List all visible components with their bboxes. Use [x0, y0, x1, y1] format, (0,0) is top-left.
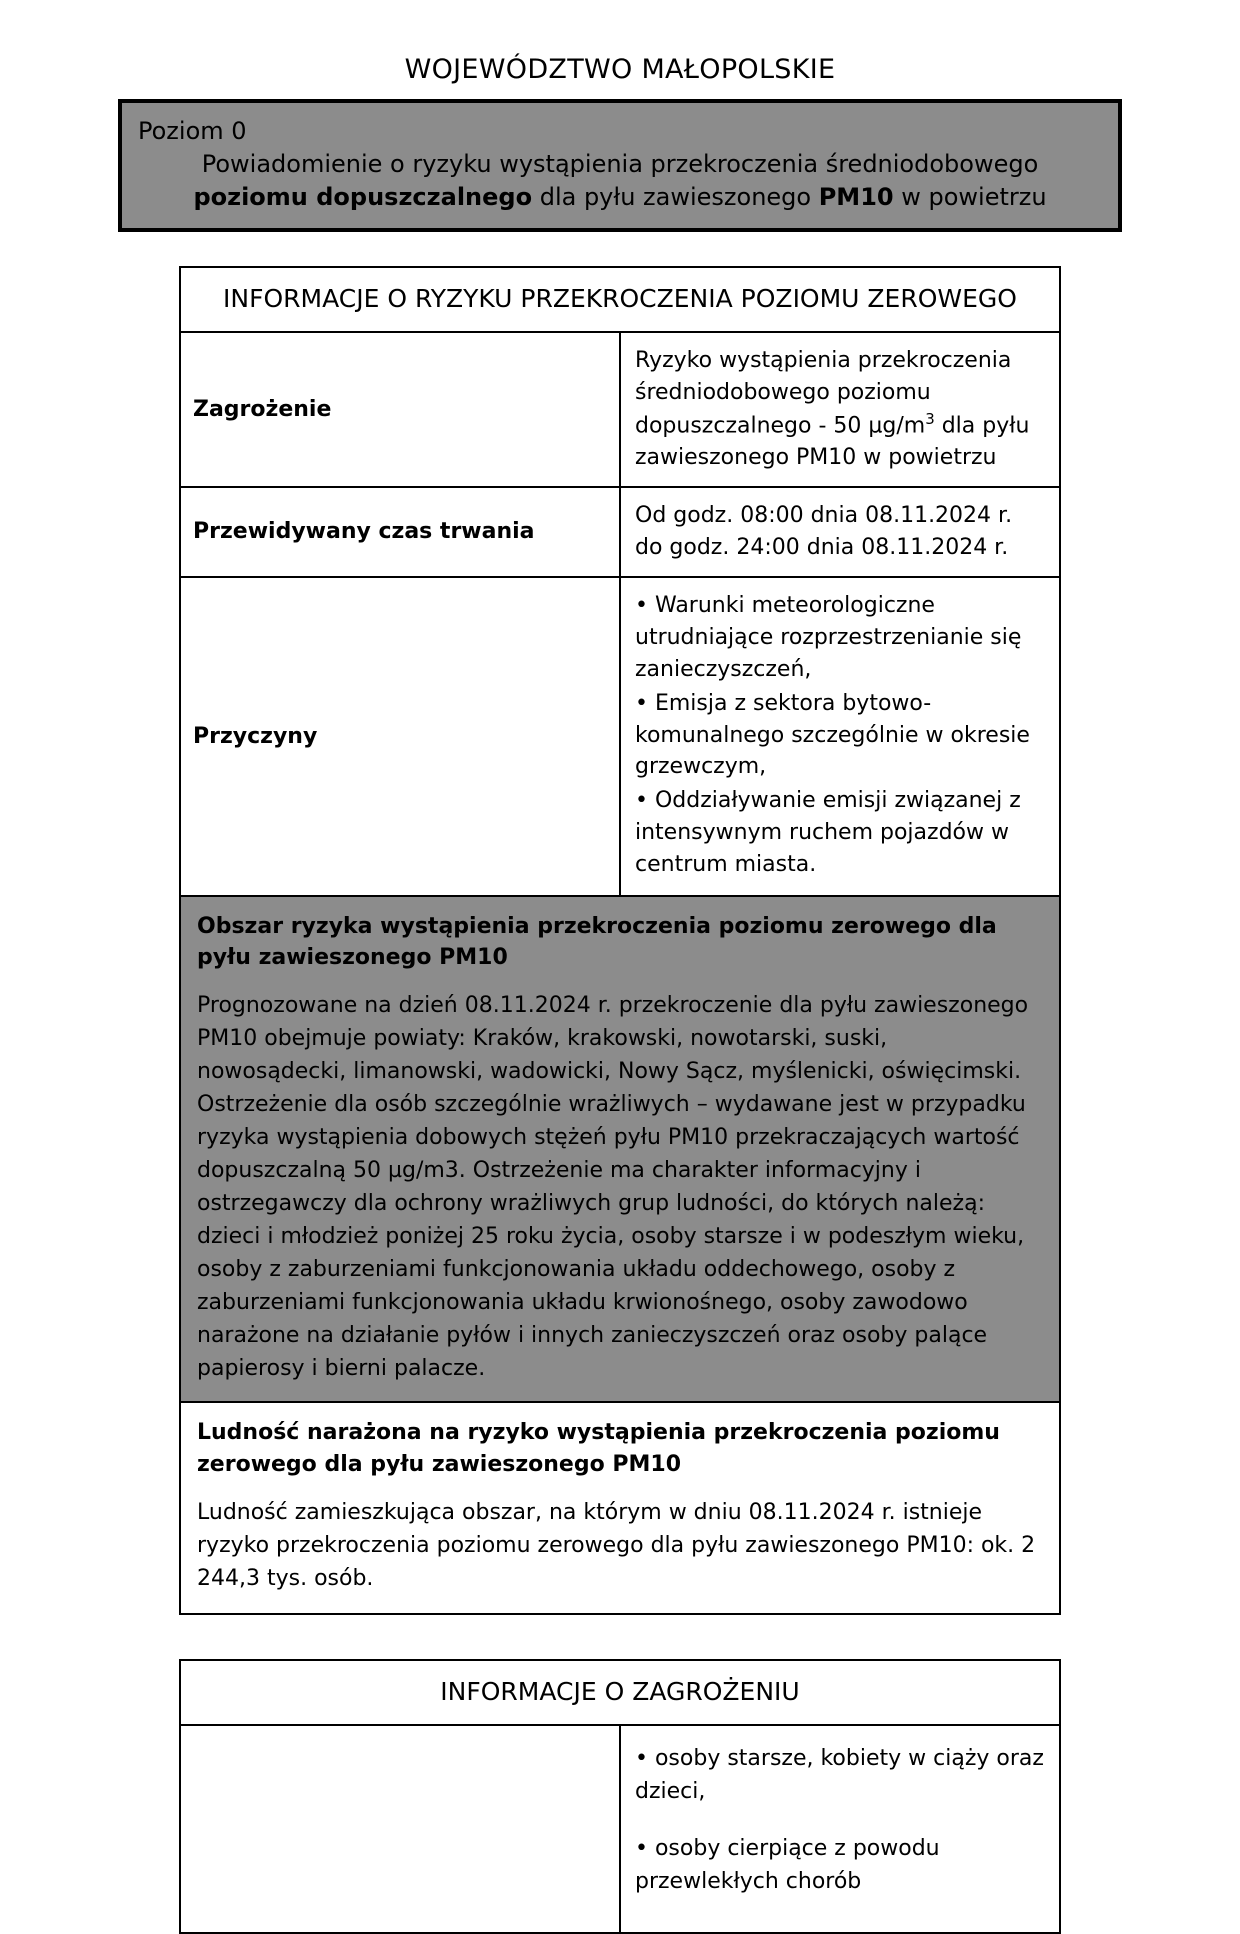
hazard-text-post: dla pyłu zawieszonego PM10 w powietrzu [635, 413, 1030, 471]
section-gap [118, 1615, 1122, 1659]
page-title: WOJEWÓDZTWO MAŁOPOLSKIE [404, 54, 836, 85]
value-duration: Od godz. 08:00 dnia 08.11.2024 r. do godz. 24:00 dnia 08.11.2024 r. [620, 487, 1060, 577]
table-row-heading [180, 1660, 1060, 1725]
list-item: • osoby starsze, kobiety w ciąży oraz dzieci, [635, 1745, 1044, 1804]
list-item: • Warunki meteorologiczne utrudniające rozprzestrzenianie się zanieczyszczeń, [635, 593, 1022, 682]
alert-level: Poziom 0 [138, 117, 247, 145]
section-heading-hazard: INFORMACJE O ZAGROŻENIU [180, 1660, 1060, 1725]
hazard-text-pre: Ryzyko wystąpienia przekroczenia średniodobowego poziomu dopuszczalnego - 50 µg/m [635, 348, 1012, 439]
table-row-heading [180, 267, 1060, 332]
alert-bold-pm10: PM10 [818, 183, 894, 212]
alert-bold-limit: poziomu dopuszczalnego [193, 183, 533, 212]
list-item: • Oddziaływanie emisji związanej z intensywnym ruchem pojazdów w centrum miasta. [635, 788, 1021, 878]
label-empty [180, 1725, 620, 1933]
label-hazard: Zagrożenie [180, 332, 620, 487]
population-block [179, 1403, 1061, 1614]
area-risk-body: Prognozowane na dzień 08.11.2024 r. przekroczenie dla pyłu zawieszonego PM10 obejmuje powiaty: Kraków, krakowski, nowotarski, suski, nowosądecki, limanowski, wadowicki, Nowy Sącz, myślenicki, oświęcimski. Ostrzeżenie dla osób szczególnie wrażliwych – wydawane jest w przypadku ryzyka wystąpienia dobowych stężeń pyłu PM10 przekraczających wartość dopuszczalną 50 µg/m3. Ostrzeżenie ma charakter informacyjny i ostrzegawczy dla ochrony wrażliwych grup ludności, do których należą: dzieci i młodzież poniżej 25 roku życia, osoby starsze i w podeszłym wieku, osoby z zaburzeniami funkcjonowania układu oddechowego, osoby z zaburzeniami funkcjonowania układu krwionośnego, osoby zawodowo narażone na działanie pyłów i innych zanieczyszczeń oraz osoby palące papierosy i bierni palacze. [197, 993, 1029, 1382]
value-hazard [620, 332, 1060, 487]
population-heading: Ludność narażona na ryzyko wystąpienia przekroczenia poziomu zerowego dla pyłu zawieszonego PM10 [197, 1420, 1000, 1477]
alert-banner [118, 99, 1122, 232]
list-item: • Emisja z sektora bytowo-komunalnego szczególnie w okresie grzewczym, [635, 690, 1030, 780]
hazard-exponent: 3 [925, 410, 935, 429]
area-risk-heading: Obszar ryzyka wystąpienia przekroczenia poziomu zerowego dla pyłu zawieszonego PM10 [197, 914, 997, 971]
table-row [180, 1725, 1060, 1933]
alert-mid-text: dla pyłu zawieszonego [532, 183, 819, 212]
risk-info-table [179, 266, 1061, 897]
table-row [180, 577, 1060, 896]
population-body: Ludność zamieszkująca obszar, na którym w dniu 08.11.2024 r. istnieje ryzyko przekroczenia poziomu zerowego dla pyłu zawieszonego PM10: ok. 2 244,3 tys. osób. [197, 1499, 1036, 1591]
area-risk-block [179, 897, 1061, 1403]
alert-description-line2 [138, 181, 1102, 214]
causes-list [635, 590, 1045, 881]
hazard-info-table [179, 1659, 1061, 1934]
table-row [180, 487, 1060, 577]
alert-end-text: w powietrzu [893, 183, 1047, 212]
value-causes [620, 577, 1060, 896]
section-heading-risk: INFORMACJE O RYZYKU PRZEKROCZENIA POZIOMU ZEROWEGO [180, 267, 1060, 332]
label-causes: Przyczyny [180, 577, 620, 896]
label-duration: Przewidywany czas trwania [180, 487, 620, 577]
alert-description-line1: Powiadomienie o ryzyku wystąpienia przekroczenia średniodobowego [201, 150, 1039, 179]
list-item: • osoby cierpiące z powodu przewlekłych chorób [635, 1835, 940, 1894]
hazard-group-list [620, 1725, 1060, 1933]
table-row [180, 332, 1060, 487]
